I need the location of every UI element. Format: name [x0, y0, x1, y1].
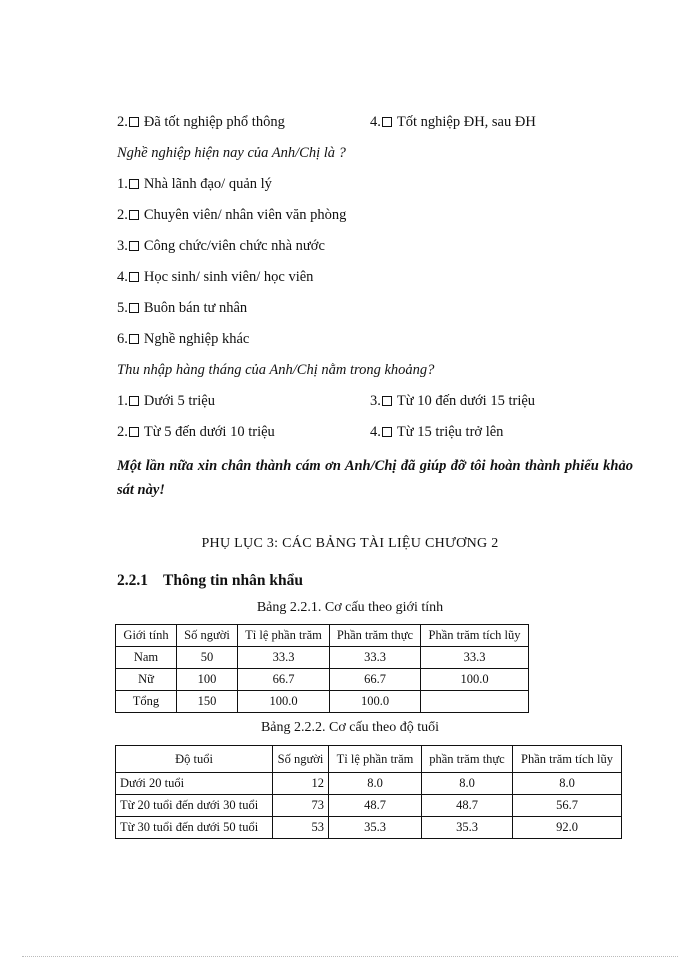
income-question: Thu nhập hàng tháng của Anh/Chị nằm trong khoảng? — [117, 362, 435, 378]
header-cell: phần trăm thực — [422, 746, 513, 773]
table-cell: 66.7 — [330, 669, 421, 691]
checkbox[interactable] — [382, 396, 392, 406]
table-cell: 100.0 — [421, 669, 529, 691]
checkbox[interactable] — [129, 241, 139, 251]
table-cell: 73 — [273, 795, 329, 817]
table-cell: 53 — [273, 817, 329, 839]
table-cell: 35.3 — [329, 817, 422, 839]
header-cell: Giới tính — [116, 625, 177, 647]
table-cell: 48.7 — [329, 795, 422, 817]
table-cell: 100.0 — [238, 691, 330, 713]
income-option-3 — [370, 393, 535, 410]
checkbox[interactable] — [382, 427, 392, 437]
table-cell: Từ 20 tuổi đến dưới 30 tuổi — [116, 795, 273, 817]
header-cell: Tỉ lệ phần trăm — [238, 625, 330, 647]
option-number: 2. — [117, 424, 128, 440]
table-row — [116, 647, 529, 669]
table-cell: 33.3 — [238, 647, 330, 669]
section-heading — [117, 572, 303, 590]
table-cell: 48.7 — [422, 795, 513, 817]
option-number: 4. — [370, 114, 381, 130]
table-row — [116, 773, 622, 795]
option-label: Nghề nghiệp khác — [143, 331, 250, 347]
option-label: Buôn bán tư nhân — [143, 300, 248, 316]
table-cell: 100.0 — [330, 691, 421, 713]
table-cell: Nam — [116, 647, 177, 669]
gender-table — [115, 624, 529, 713]
appendix-title: PHỤ LỤC 3: CÁC BẢNG TÀI LIỆU CHƯƠNG 2 — [201, 536, 499, 551]
table-cell: Tổng — [116, 691, 177, 713]
option-label: Từ 5 đến dưới 10 triệu — [143, 424, 275, 440]
occupation-option-1 — [117, 176, 272, 193]
table-cell: 33.3 — [330, 647, 421, 669]
table-row — [116, 691, 529, 713]
table-cell: 8.0 — [422, 773, 513, 795]
occupation-option-5 — [117, 300, 247, 317]
table-cell: 150 — [177, 691, 238, 713]
occupation-option-3 — [117, 238, 325, 255]
header-cell: Số người — [273, 746, 329, 773]
checkbox[interactable] — [129, 117, 139, 127]
option-number: 5. — [117, 300, 128, 316]
education-option-2 — [117, 114, 285, 131]
checkbox[interactable] — [129, 334, 139, 344]
table-cell: Nữ — [116, 669, 177, 691]
option-label: Nhà lãnh đạo/ quản lý — [143, 176, 272, 192]
income-option-2 — [117, 424, 275, 441]
education-option-4 — [370, 114, 536, 131]
table2-caption: Bảng 2.2.2. Cơ cấu theo độ tuổi — [260, 720, 440, 735]
thanks-paragraph: Một lần nữa xin chân thành cám ơn Anh/Chị đã giúp đỡ tôi hoàn thành phiếu khảo sát này! — [117, 458, 633, 498]
page-divider — [22, 956, 678, 957]
checkbox[interactable] — [129, 396, 139, 406]
table-row — [116, 795, 622, 817]
table-row — [116, 669, 529, 691]
option-number: 2. — [117, 114, 128, 130]
header-cell: Độ tuổi — [116, 746, 273, 773]
checkbox[interactable] — [382, 117, 392, 127]
table-cell: 33.3 — [421, 647, 529, 669]
header-cell: Phần trăm tích lũy — [421, 625, 529, 647]
table-cell: 35.3 — [422, 817, 513, 839]
option-number: 4. — [370, 424, 381, 440]
income-option-1 — [117, 393, 215, 410]
age-table — [115, 745, 622, 839]
occupation-option-4 — [117, 269, 313, 286]
option-number: 3. — [117, 238, 128, 254]
table-cell: Từ 30 tuổi đến dưới 50 tuổi — [116, 817, 273, 839]
table-cell: 50 — [177, 647, 238, 669]
option-label: Chuyên viên/ nhân viên văn phòng — [143, 207, 347, 223]
table-cell: 56.7 — [513, 795, 622, 817]
option-label: Công chức/viên chức nhà nước — [143, 238, 325, 254]
header-cell: Phần trăm tích lũy — [513, 746, 622, 773]
option-number: 2. — [117, 207, 128, 223]
option-label: Học sinh/ sinh viên/ học viên — [143, 269, 314, 285]
checkbox[interactable] — [129, 272, 139, 282]
table-cell: 100 — [177, 669, 238, 691]
table-cell: 12 — [273, 773, 329, 795]
table-cell: 66.7 — [238, 669, 330, 691]
section-title: Thông tin nhân khẩu — [163, 572, 304, 589]
checkbox[interactable] — [129, 210, 139, 220]
table-cell: 8.0 — [329, 773, 422, 795]
header-cell: Tỉ lệ phần trăm — [329, 746, 422, 773]
option-label: Đã tốt nghiệp phổ thông — [143, 114, 285, 130]
option-label: Từ 10 đến dưới 15 triệu — [396, 393, 536, 409]
table-header-row — [116, 746, 622, 773]
table-header-row — [116, 625, 529, 647]
option-label: Từ 15 triệu trở lên — [396, 424, 504, 440]
table-row — [116, 817, 622, 839]
table1-caption: Bảng 2.2.1. Cơ cấu theo giới tính — [256, 600, 444, 615]
option-number: 3. — [370, 393, 381, 409]
option-number: 1. — [117, 393, 128, 409]
option-number: 4. — [117, 269, 128, 285]
option-label: Tốt nghiệp ĐH, sau ĐH — [396, 114, 536, 130]
option-number: 1. — [117, 176, 128, 192]
checkbox[interactable] — [129, 179, 139, 189]
checkbox[interactable] — [129, 427, 139, 437]
table-cell: 8.0 — [513, 773, 622, 795]
occupation-option-2 — [117, 207, 346, 224]
header-cell: Số người — [177, 625, 238, 647]
header-cell: Phần trăm thực — [330, 625, 421, 647]
option-number: 6. — [117, 331, 128, 347]
occupation-question: Nghề nghiệp hiện nay của Anh/Chị là ? — [117, 145, 346, 161]
table-cell: 92.0 — [513, 817, 622, 839]
income-option-4 — [370, 424, 503, 441]
checkbox[interactable] — [129, 303, 139, 313]
table-cell — [421, 691, 529, 713]
table-cell: Dưới 20 tuổi — [116, 773, 273, 795]
option-label: Dưới 5 triệu — [143, 393, 215, 409]
occupation-option-6 — [117, 331, 249, 348]
section-number: 2.2.1 — [117, 572, 148, 589]
